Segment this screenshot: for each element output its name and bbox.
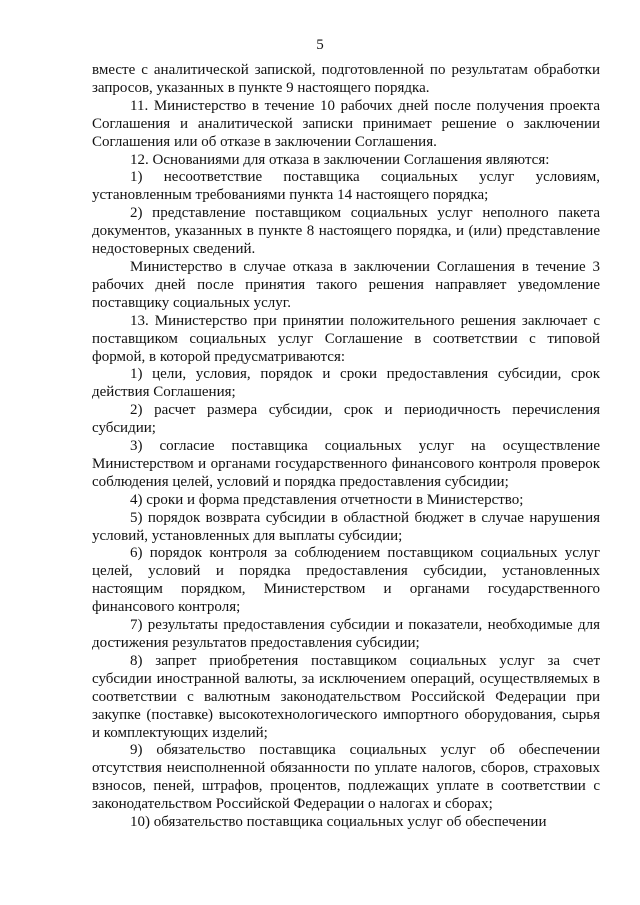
paragraph-13-item-5: 5) порядок возврата субсидии в областной бюджет в случае нарушения условий, установленных для выплаты субсидии; (92, 509, 600, 544)
paragraph-13-item-1: 1) цели, условия, порядок и сроки предоставления субсидии, срок действия Соглашения; (92, 366, 600, 401)
paragraph-refusal-notice: Министерство в случае отказа в заключении Соглашения в течение 3 рабочих дней после принятия такого решения направляет уведомление поставщику социальных услуг. (92, 258, 600, 311)
paragraph-13-item-3: 3) согласие поставщика социальных услуг на осуществление Министерством и органами государственного финансового контроля проверок соблюдения целей, условий и порядка предоставления субсидии; (92, 438, 600, 490)
paragraph-13-item-8: 8) запрет приобретения поставщиком социальных услуг за счет субсидии иностранной валюты, за исключением операций, осуществляемых в соответствии с валютным законодательством Российской Федерации при закупке (поставке) высокотехнологического импортного оборудования, сырья и комплектующих изделий; (92, 652, 600, 741)
paragraph-13-item-6: 6) порядок контроля за соблюдением поставщиком социальных услуг целей, условий и порядка предоставления субсидии, установленных настоящим порядком, Министерством и органами государственного финансового контроля; (92, 545, 600, 616)
paragraph-12-item-1: 1) несоответствие поставщика социальных услуг условиям, установленным требованиями пункта 14 настоящего порядка; (92, 169, 600, 204)
paragraph-13: 13. Министерство при принятии положительного решения заключает с поставщиком социальных услуг Соглашение в соответствии с типовой формой, в которой предусматриваются: (92, 312, 600, 365)
paragraph-11: 11. Министерство в течение 10 рабочих дней после получения проекта Соглашения и аналитической записки принимает решение о заключении Соглашения или об отказе в заключении Соглашения. (92, 97, 600, 150)
page-number: 5 (316, 37, 324, 53)
paragraph-13-item-4: 4) сроки и форма представления отчетности в Министерство; (130, 491, 524, 508)
paragraph-13-item-7: 7) результаты предоставления субсидии и показатели, необходимые для достижения результатов предоставления субсидии; (92, 617, 600, 651)
document-body (92, 62, 600, 832)
paragraph-continuation: вместе с аналитической запиской, подготовленной по результатам обработки запросов, указанных в пункте 9 настоящего порядка. (92, 62, 600, 96)
paragraph-13-item-9: 9) обязательство поставщика социальных услуг об обеспечении отсутствия неисполненной обязанности по уплате налогов, сборов, страховых взносов, пеней, штрафов, процентов, подлежащих уплате в соответствии с законодательством Российской Федерации о налогах и сборах; (92, 742, 600, 813)
paragraph-13-item-2: 2) расчет размера субсидии, срок и периодичность перечисления субсидии; (92, 402, 600, 437)
paragraph-12: 12. Основаниями для отказа в заключении Соглашения являются: (130, 151, 550, 168)
paragraph-12-item-2: 2) представление поставщиком социальных услуг неполного пакета документов, указанных в пункте 8 настоящего порядка, и (или) представление недостоверных сведений. (92, 205, 600, 258)
paragraph-13-item-10: 10) обязательство поставщика социальных услуг об обеспечении (130, 814, 547, 831)
